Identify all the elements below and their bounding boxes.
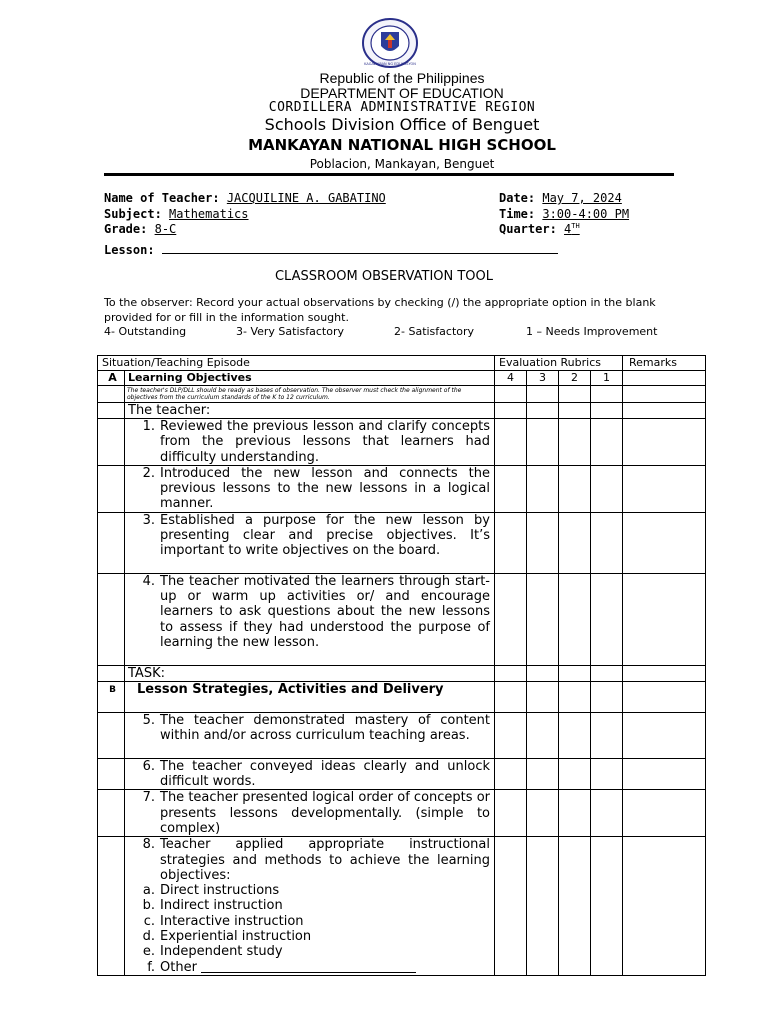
header-school: MANKAYAN NATIONAL HIGH SCHOOL xyxy=(248,136,556,154)
rating-2: 2- Satisfactory xyxy=(394,325,475,338)
table-row xyxy=(98,573,706,665)
remarks-cell[interactable] xyxy=(623,573,706,665)
check-cell[interactable] xyxy=(495,419,527,466)
section-a-title: Learning Objectives xyxy=(125,371,495,386)
check-cell[interactable] xyxy=(527,573,559,665)
check-cell[interactable] xyxy=(559,512,591,573)
lesson-blank xyxy=(162,243,558,254)
check-cell[interactable] xyxy=(559,403,591,419)
check-cell[interactable] xyxy=(559,573,591,665)
table-row xyxy=(98,790,706,837)
grade-field: Grade: 8-C xyxy=(104,222,177,236)
table-row xyxy=(98,512,706,573)
item-2: 2. Introduced the new lesson and connects the previous lessons to the new lessons in a logical manner. xyxy=(142,465,490,512)
item-3: 3. Established a purpose for the new lesson by presenting clear and precise objectives. It’s important to write objectives on the board. xyxy=(142,512,490,559)
check-cell[interactable] xyxy=(559,790,591,837)
section-b-row xyxy=(98,681,706,712)
check-cell[interactable] xyxy=(559,712,591,758)
remarks-cell[interactable] xyxy=(623,512,706,573)
table-row xyxy=(98,712,706,758)
check-cell[interactable] xyxy=(591,790,623,837)
section-a-row xyxy=(98,371,706,386)
score-2: 2 xyxy=(559,371,591,386)
header-republic: Republic of the Philippines xyxy=(319,70,485,86)
check-cell[interactable] xyxy=(591,573,623,665)
observer-instructions: To the observer: Record your actual observations by checking (/) the appropriate option in the blank provided for or fill in the information sought. xyxy=(104,296,656,324)
remarks-cell[interactable] xyxy=(623,837,706,976)
remarks-cell[interactable] xyxy=(623,419,706,466)
sub-item-a: a. Direct instructions xyxy=(142,883,280,899)
observation-table xyxy=(97,355,706,976)
header-address: Poblacion, Mankayan, Benguet xyxy=(309,157,495,171)
remarks-cell xyxy=(623,371,706,386)
header-region: CORDILLERA ADMINISTRATIVE REGION xyxy=(268,100,536,115)
check-cell[interactable] xyxy=(591,419,623,466)
check-cell[interactable] xyxy=(495,712,527,758)
remarks-cell[interactable] xyxy=(623,790,706,837)
check-cell[interactable] xyxy=(495,403,527,419)
remarks-cell[interactable] xyxy=(623,758,706,790)
check-cell[interactable] xyxy=(591,837,623,976)
table-header-row xyxy=(98,356,706,371)
check-cell[interactable] xyxy=(559,465,591,512)
item-7: 7. The teacher presented logical order of concepts or presents lessons developmentally. (simple to complex) xyxy=(142,790,490,836)
col-rubrics: Evaluation Rubrics xyxy=(495,356,623,371)
check-cell[interactable] xyxy=(559,758,591,790)
section-b-letter: B xyxy=(98,681,125,712)
date-field: Date: May 7, 2024 xyxy=(499,191,622,205)
check-cell[interactable] xyxy=(591,465,623,512)
quarter-field: Quarter: 4TH xyxy=(499,222,580,236)
the-teacher-row xyxy=(98,403,706,419)
check-cell[interactable] xyxy=(495,573,527,665)
item-4: 4. The teacher motivated the learners through start-up or warm up activities or/ and encourage learners to ask questions about the new lessons to assess if they had understood the purpose of learning the new lesson. xyxy=(142,573,490,650)
header-department: DEPARTMENT OF EDUCATION xyxy=(300,85,504,101)
sub-item-e: e. Independent study xyxy=(142,944,283,960)
check-cell[interactable] xyxy=(527,712,559,758)
remarks-cell[interactable] xyxy=(623,465,706,512)
task-row xyxy=(98,665,706,681)
item-1: 1. Reviewed the previous lesson and clarify concepts from the previous lessons that learners had difficulty understanding. xyxy=(142,419,490,465)
deped-seal-logo xyxy=(361,18,419,68)
check-cell[interactable] xyxy=(527,403,559,419)
check-cell[interactable] xyxy=(495,837,527,976)
check-cell[interactable] xyxy=(495,758,527,790)
remarks-cell[interactable] xyxy=(623,712,706,758)
table-row xyxy=(98,758,706,790)
col-situation: Situation/Teaching Episode xyxy=(98,356,495,371)
sub-item-b: b. Indirect instruction xyxy=(142,898,283,914)
check-cell[interactable] xyxy=(527,790,559,837)
lesson-field: Lesson: xyxy=(104,243,558,257)
check-cell[interactable] xyxy=(527,837,559,976)
table-row xyxy=(98,465,706,512)
remarks-cell[interactable] xyxy=(623,403,706,419)
check-cell[interactable] xyxy=(591,712,623,758)
score-3: 3 xyxy=(527,371,559,386)
rating-1: 1 – Needs Improvement xyxy=(526,325,658,338)
check-cell[interactable] xyxy=(495,465,527,512)
header-division: Schools Division Office of Benguet xyxy=(264,115,540,134)
seal-text: KAGAWARAN NG EDUKASYON xyxy=(364,62,416,66)
item-8: 8. Teacher applied appropriate instructional strategies and methods to achieve the learning objectives: xyxy=(142,837,490,883)
subject-field: Subject: Mathematics xyxy=(104,207,249,221)
check-cell[interactable] xyxy=(559,837,591,976)
table-row xyxy=(98,419,706,466)
note-row xyxy=(98,386,706,403)
other-blank[interactable] xyxy=(201,960,416,973)
sub-item-f: f. Other xyxy=(125,960,494,975)
check-cell[interactable] xyxy=(495,790,527,837)
section-a-letter: A xyxy=(98,371,125,386)
rating-4: 4- Outstanding xyxy=(104,325,187,338)
teacher-field: Name of Teacher: JACQUILINE A. GABATINO xyxy=(104,191,386,205)
check-cell[interactable] xyxy=(591,758,623,790)
document-title: CLASSROOM OBSERVATION TOOL xyxy=(274,269,494,284)
item-6: 6. The teacher conveyed ideas clearly and unlock difficult words. xyxy=(142,758,490,790)
col-remarks: Remarks xyxy=(623,356,706,371)
curriculum-note: The teacher's DLP/DLL should be ready as bases of observation. The observer must check the alignment of the objectives from the curriculum standards of the K to 12 curriculum. xyxy=(125,386,495,403)
check-cell[interactable] xyxy=(527,758,559,790)
check-cell[interactable] xyxy=(559,419,591,466)
time-field: Time: 3:00-4:00 PM xyxy=(499,207,630,221)
sub-item-c: c. Interactive instruction xyxy=(143,913,304,929)
check-cell[interactable] xyxy=(527,419,559,466)
section-b-title: Lesson Strategies, Activities and Delivery xyxy=(137,681,444,697)
header-divider xyxy=(104,173,674,176)
the-teacher-label: The teacher: xyxy=(125,403,495,419)
task-label: TASK: xyxy=(125,665,495,681)
table-row xyxy=(98,837,706,976)
rating-3: 3- Very Satisfactory xyxy=(236,325,344,338)
item-5: 5. The teacher demonstrated mastery of content within and/or across curriculum teaching areas. xyxy=(142,712,490,744)
check-cell[interactable] xyxy=(527,465,559,512)
check-cell[interactable] xyxy=(495,512,527,573)
check-cell[interactable] xyxy=(591,512,623,573)
sub-item-d: d. Experiential instruction xyxy=(142,929,312,945)
check-cell[interactable] xyxy=(527,512,559,573)
check-cell[interactable] xyxy=(591,403,623,419)
score-1: 1 xyxy=(591,371,623,386)
score-4: 4 xyxy=(495,371,527,386)
